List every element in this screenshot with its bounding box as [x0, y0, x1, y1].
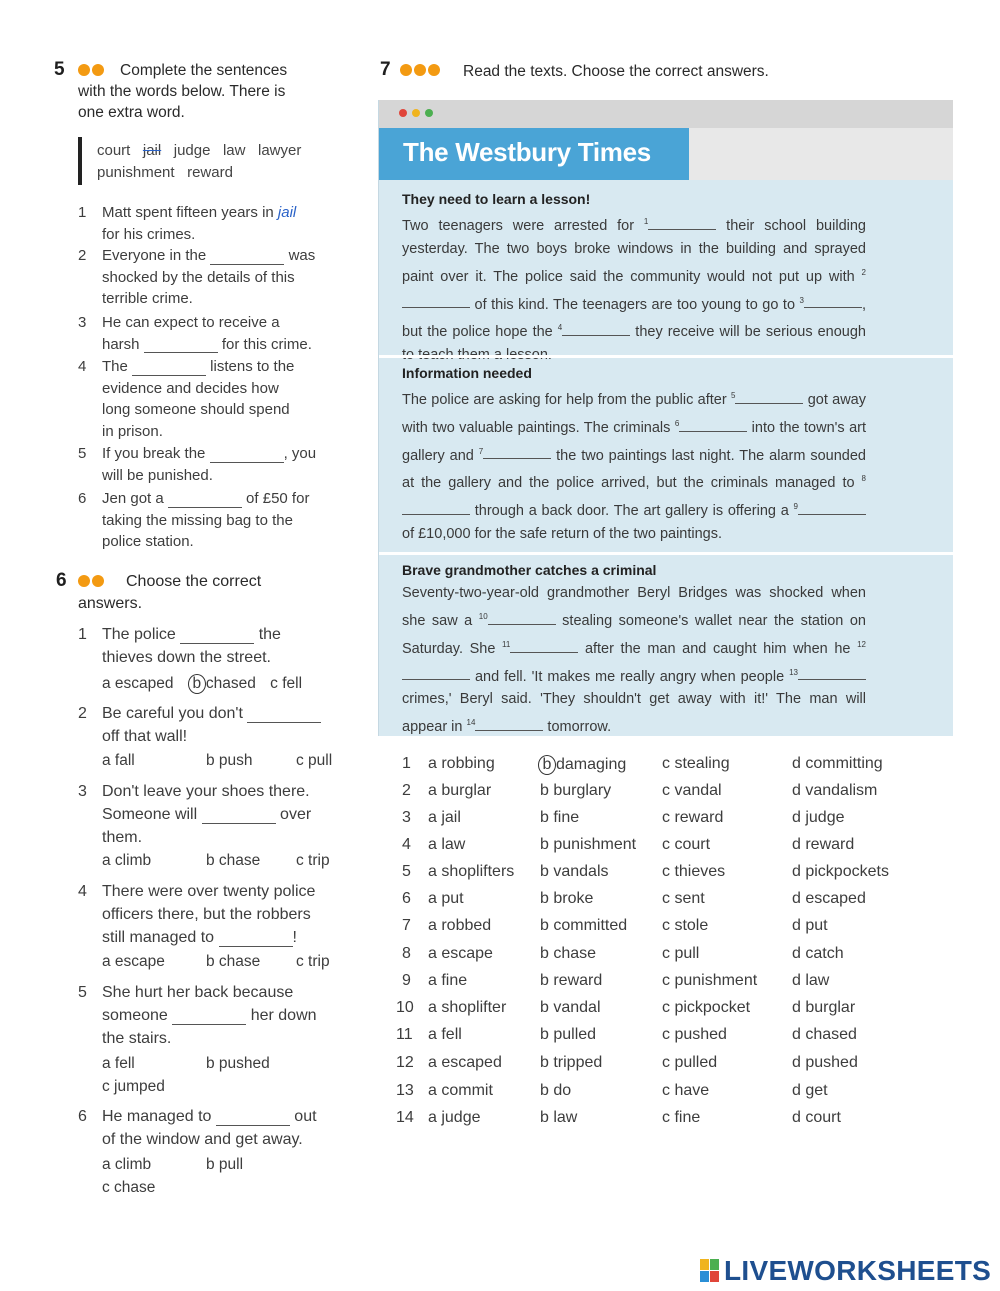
- row-number: 1: [402, 755, 411, 772]
- ex6-q6-option-b[interactable]: b pull: [206, 1156, 244, 1173]
- ex5-blank-5[interactable]: [210, 446, 284, 463]
- option-a[interactable]: a put: [428, 890, 464, 907]
- ex5-item-6: 6 Jen got a of £50 for taking the missing bag to the police station.: [78, 490, 310, 550]
- ex5-item-1: 1 Matt spent fifteen years in jail for his crimes.: [78, 204, 297, 243]
- option-d[interactable]: d pickpockets: [792, 863, 889, 880]
- option-a[interactable]: a jail: [428, 809, 461, 826]
- newspaper-title: The Westbury Times: [403, 137, 651, 167]
- option-c[interactable]: c punishment: [662, 972, 758, 989]
- option-b[interactable]: b do: [540, 1082, 572, 1099]
- article-divider-2: [379, 552, 953, 555]
- option-b[interactable]: b vandals: [540, 863, 609, 880]
- ex7-answer-row: [394, 999, 954, 1025]
- ex6-q4-option-b[interactable]: b chase: [206, 953, 261, 970]
- ex7-answer-row: [394, 836, 954, 862]
- option-c[interactable]: c pull: [662, 945, 700, 962]
- ex5-item-3: 3 He can expect to receive a harsh for this crime.: [78, 314, 312, 353]
- option-d[interactable]: d vandalism: [792, 782, 878, 799]
- option-c[interactable]: c court: [662, 836, 711, 853]
- ex6-q5-option-a[interactable]: a fell: [102, 1055, 135, 1072]
- ex5-item-5: 5 If you break the , you will be punished.: [78, 445, 317, 484]
- option-a[interactable]: a escape: [428, 945, 493, 962]
- ex6-q4-options: [102, 953, 330, 971]
- ex7-answer-row: [394, 1082, 954, 1108]
- ex6-question-1: 1 The police the thieves down the street.: [78, 626, 281, 666]
- ex6-q2-option-c[interactable]: c pull: [296, 752, 333, 769]
- option-b[interactable]: b broke: [540, 890, 594, 907]
- option-c[interactable]: c reward: [662, 809, 724, 826]
- ex7-answer-row: [394, 972, 954, 998]
- ex6-q6-option-c[interactable]: c chase: [102, 1179, 156, 1196]
- option-b[interactable]: b pulled: [540, 1026, 597, 1043]
- row-number: 14: [396, 1109, 414, 1126]
- option-d[interactable]: d put: [792, 917, 828, 934]
- option-d[interactable]: d catch: [792, 945, 844, 962]
- option-d[interactable]: d burglar: [792, 999, 856, 1016]
- banner-blue-block: [379, 128, 689, 180]
- exercise-6-number: 6: [56, 570, 67, 591]
- option-d[interactable]: d judge: [792, 809, 845, 826]
- ex6-blank-2[interactable]: [247, 706, 321, 723]
- option-d[interactable]: d escaped: [792, 890, 866, 907]
- ex6-question-3: 3 Don't leave your shoes there. Someone will over them.: [78, 783, 312, 846]
- green-dot-icon: [425, 109, 433, 117]
- option-a[interactable]: a shoplifters: [428, 863, 515, 880]
- ex6-q1-option-b[interactable]: chased: [205, 675, 256, 692]
- ex6-q2-options: [102, 752, 332, 770]
- ex5-blank-2[interactable]: [210, 248, 284, 265]
- ex6-blank-4[interactable]: [219, 930, 293, 947]
- option-d[interactable]: d pushed: [792, 1054, 858, 1071]
- option-a[interactable]: a fine: [428, 972, 468, 989]
- ex7-answer-row: [394, 945, 954, 971]
- ex6-q2-option-a[interactable]: a fall: [102, 752, 135, 769]
- ex5-blank-6[interactable]: [168, 491, 242, 508]
- ex6-blank-3[interactable]: [202, 807, 276, 824]
- option-d[interactable]: d committing: [792, 755, 883, 772]
- row-number: 5: [402, 863, 411, 880]
- option-d[interactable]: d court: [792, 1109, 841, 1126]
- option-c[interactable]: c thieves: [662, 863, 726, 880]
- word-judge: judge: [173, 142, 211, 159]
- option-b[interactable]: b tripped: [540, 1054, 603, 1071]
- word-box-bar: [78, 137, 82, 185]
- word-punishment: punishment: [97, 164, 175, 181]
- ex6-q5-option-c[interactable]: c jumped: [102, 1078, 165, 1095]
- article-divider-1: [379, 355, 953, 358]
- ex6-q3-option-c[interactable]: c trip: [296, 852, 330, 869]
- option-a[interactable]: a burglar: [428, 782, 492, 799]
- ex6-q5-option-b[interactable]: b pushed: [206, 1055, 270, 1072]
- ex6-blank-6[interactable]: [216, 1109, 290, 1126]
- option-a[interactable]: a law: [428, 836, 466, 853]
- ex6-question-6: 6 He managed to out of the window and get away.: [78, 1108, 317, 1148]
- option-c[interactable]: c have: [662, 1082, 710, 1099]
- option-c[interactable]: c pushed: [662, 1026, 727, 1043]
- ex6-question-5: 5 She hurt her back because someone her down the stairs.: [78, 984, 317, 1047]
- ex6-question-2: 2 Be careful you don't off that wall!: [78, 702, 353, 748]
- ex6-q3-option-b[interactable]: b chase: [206, 852, 261, 869]
- article-3-text: Seventy-two-year-old grandmother Beryl Bridges was shocked when she saw a $^{10}$ stealing someone's wallet near the station on Saturday. She $^{11}$ after the man and caught him when he $^{12}$ and fell. 'It makes me really angry when people $^{13}$ crimes,' Beryl said. 'They shouldn't get away with it!' The man will appear in $^{14}$ tomorrow.: [402, 585, 866, 736]
- word-reward: reward: [187, 164, 233, 181]
- option-a[interactable]: a escaped: [428, 1054, 502, 1071]
- ex7-answer-row: [394, 863, 954, 889]
- option-c[interactable]: c fine: [662, 1109, 701, 1126]
- ex7-answer-row: [394, 809, 954, 835]
- row-number: 4: [402, 836, 411, 853]
- ex6-q6-options: [102, 1153, 243, 1199]
- ex7-answer-row: [394, 1109, 954, 1135]
- row-number: 12: [396, 1054, 414, 1071]
- option-b[interactable]: b committed: [540, 917, 628, 934]
- yellow-dot-icon: [412, 109, 420, 117]
- difficulty-dots-7: [400, 62, 442, 79]
- row-number: 2: [402, 782, 411, 799]
- ex7-answer-row: [394, 1054, 954, 1080]
- word-box: [97, 140, 301, 184]
- word-law: law: [222, 142, 246, 159]
- ex6-blank-1[interactable]: [180, 627, 254, 644]
- selected-answer-marker: b: [538, 755, 556, 775]
- ex6-q3-options: [102, 852, 330, 870]
- red-dot-icon: [399, 109, 407, 117]
- option-b[interactable]: b vandal: [540, 999, 601, 1016]
- option-c[interactable]: c stole: [662, 917, 709, 934]
- row-number: 11: [396, 1026, 413, 1043]
- option-d[interactable]: d get: [792, 1082, 828, 1099]
- option-d[interactable]: d chased: [792, 1026, 857, 1043]
- ex6-q6-option-a[interactable]: a climb: [102, 1156, 152, 1173]
- row-number: 6: [402, 890, 411, 907]
- option-d[interactable]: d reward: [792, 836, 855, 853]
- liveworksheets-brand: LIVEWORKSHEETS: [724, 1255, 992, 1286]
- word-court: court: [97, 142, 131, 159]
- option-b[interactable]: b chase: [540, 945, 597, 962]
- article-2-text: The police are asking for help from the public after $^5$ got away with two valuable paintings. The criminals $^6$ into the town's art gallery and $^7$ the two paintings last night. The alarm sounded at the gallery and the police arrived, but the criminals managed to $^8$ through a back door. The art gallery is offering a $^9$ of £10,000 for the safe return of the two paintings.: [402, 384, 866, 546]
- option-a[interactable]: a shoplifter: [428, 999, 507, 1016]
- ex7-answer-row: [394, 782, 954, 808]
- newspaper-panel: [378, 100, 953, 736]
- newspaper-banner: [379, 128, 953, 180]
- exercise-7-instruction: Read the texts. Choose the correct answers.: [463, 63, 769, 80]
- option-a[interactable]: a robbing: [428, 755, 495, 772]
- ex6-q1-selected-marker[interactable]: b: [188, 674, 206, 694]
- ex6-q1-option-a[interactable]: a escaped: [102, 675, 174, 692]
- ex6-blank-5[interactable]: [172, 1008, 246, 1025]
- ex6-q1-options: [102, 674, 302, 694]
- ex6-q2-option-b[interactable]: b push: [206, 752, 253, 769]
- option-b[interactable]: b burglary: [540, 782, 612, 799]
- ex7-answer-row: [394, 890, 954, 916]
- row-number: 9: [402, 972, 411, 989]
- ex6-q4-option-a[interactable]: a escape: [102, 953, 165, 970]
- article-1-title: They need to learn a lesson!: [402, 191, 591, 207]
- option-a[interactable]: a commit: [428, 1082, 493, 1099]
- ex6-q1-option-c[interactable]: c fell: [270, 675, 303, 692]
- ex6-q4-option-c[interactable]: c trip: [296, 953, 330, 970]
- row-number: 8: [402, 945, 411, 962]
- row-number: 10: [396, 999, 414, 1016]
- exercise-6-instruction: Choose the correct answers.: [78, 573, 262, 612]
- liveworksheets-logo-icon: [700, 1259, 720, 1283]
- option-b[interactable]: b law: [540, 1109, 578, 1126]
- panel-header-bar: [379, 100, 953, 128]
- row-number: 3: [402, 809, 411, 826]
- article-1-text: Two teenagers were arrested for $^1$ their school building yesterday. The two boys broke windows in the building and sprayed paint over it. The police said the community would not put up with $^2$ of this kind. The teenagers are too young to go to $^3$ , but the police hope the $^4$ they receive will be serious enough: [402, 210, 866, 367]
- ex5-blank-4[interactable]: [132, 359, 206, 376]
- option-a[interactable]: a judge: [428, 1109, 481, 1126]
- ex5-example-answer: jail: [277, 204, 297, 221]
- option-b[interactable]: b fine: [540, 809, 580, 826]
- article-3-title: Brave grandmother catches a criminal: [402, 562, 657, 578]
- ex5-item-2: 2 Everyone in the was shocked by the details of this terrible crime.: [78, 247, 316, 307]
- ex7-answer-row: [394, 755, 954, 781]
- option-b[interactable]: b punishment: [540, 836, 637, 853]
- exercise-5-instruction: Complete the sentences with the words below. There is one extra word.: [78, 62, 288, 121]
- row-number: 7: [402, 917, 411, 934]
- ex5-blank-3[interactable]: [144, 336, 218, 353]
- option-a[interactable]: a fell: [428, 1026, 462, 1043]
- ex7-answer-row: [394, 917, 954, 943]
- exercise-7-number: 7: [380, 59, 391, 80]
- option-b-selected[interactable]: b damaging: [538, 755, 626, 775]
- exercise-5-number: 5: [54, 59, 65, 80]
- option-c[interactable]: c pulled: [662, 1054, 718, 1071]
- option-d[interactable]: d law: [792, 972, 830, 989]
- ex7-answer-row: [394, 1026, 954, 1052]
- ex5-item-4: 4 The listens to the evidence and decides how long someone should spend in prison.: [78, 358, 295, 440]
- option-b[interactable]: b reward: [540, 972, 603, 989]
- option-c[interactable]: c stealing: [662, 755, 730, 772]
- option-c[interactable]: c sent: [662, 890, 705, 907]
- ex6-q5-options: [102, 1052, 270, 1098]
- option-a[interactable]: a robbed: [428, 917, 492, 934]
- article-2-title: Information needed: [402, 365, 532, 381]
- option-c[interactable]: c pickpocket: [662, 999, 751, 1016]
- word-lawyer: lawyer: [257, 142, 302, 159]
- option-c[interactable]: c vandal: [662, 782, 722, 799]
- ex6-question-4: 4 There were over twenty police officers there, but the robbers still managed to !: [78, 883, 316, 946]
- word-jail: jail: [142, 142, 162, 159]
- ex6-q3-option-a[interactable]: a climb: [102, 852, 152, 869]
- row-number: 13: [396, 1082, 414, 1099]
